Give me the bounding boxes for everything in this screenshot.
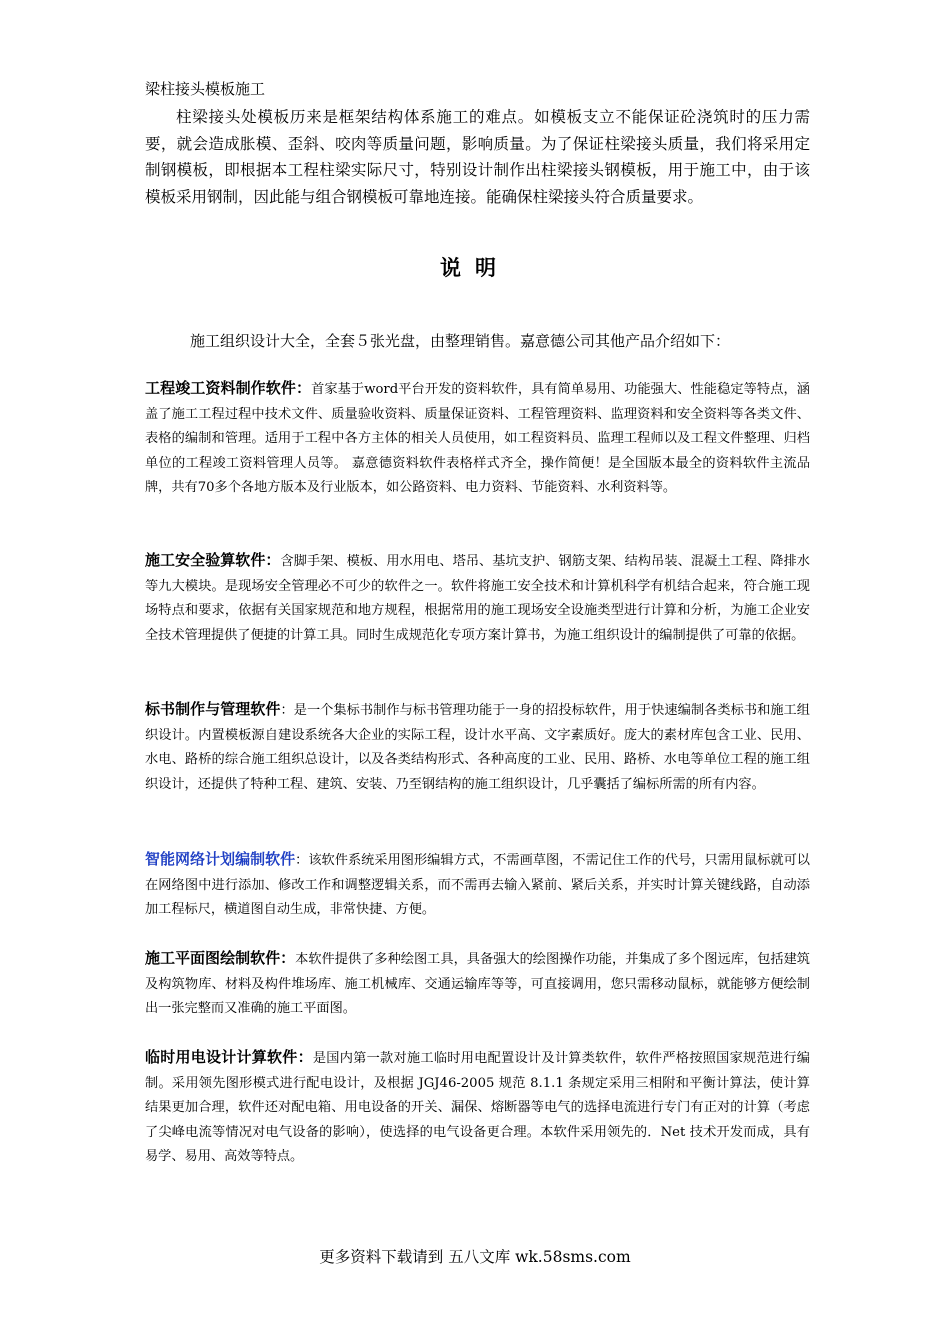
product-description: [145, 1045, 810, 1170]
product-description: [145, 376, 810, 501]
product-description: [145, 548, 810, 648]
product-name: 临时用电设计计算软件：: [145, 1048, 313, 1066]
product-text: 首家基于word平台开发的资料软件，具有简单易用、功能强大、性能稳定等特点，涵盖了施工工程过程中技术文件、质量验收资料、质量保证资料、工程管理资料、监理资料和安全资料等各类文件、表格的编制和管理。适用于工程中各方主体的相关人员使用，如工程资料员、监理工程师以及工程文件整理、归档单位的工程竣工资料管理人员等。 嘉意德资料软件表格样式齐全，操作简便！是全国版本最全的资料软件主流品牌，共有70多个各地方版本及行业版本，如公路资料、电力资料、节能资料、水利资料等。: [145, 382, 810, 495]
product-name: 施工平面图绘制软件：: [145, 949, 296, 967]
product-text: ：该软件系统采用图形编辑方式，不需画草图，不需记住工作的代号，只需用鼠标就可以在网络图中进行添加、修改工作和调整逻辑关系，而不需再去输入紧前、紧后关系，并实时计算关键线路，自动添加工程标尺，横道图自动生成，非常快捷、方便。: [145, 853, 810, 917]
product-text: 本软件提供了多种绘图工具，具备强大的绘图操作功能，并集成了多个图远库，包括建筑及构筑物库、材料及构件堆场库、施工机械库、交通运输库等等，可直接调用，您只需移动鼠标，就能够方便绘制出一张完整而又准确的施工平面图。: [145, 952, 810, 1016]
product-name: 标书制作与管理软件: [145, 700, 281, 718]
product-description: [145, 697, 810, 797]
footer-link-text[interactable]: 更多资料下载请到 五八文库 wk.58sms.com: [319, 1248, 631, 1266]
product-text: 含脚手架、模板、用水用电、塔吊、基坑支护、钢筋支架、结构吊装、混凝土工程、降排水等九大模块。是现场安全管理必不可少的软件之一。软件将施工安全技术和计算机科学有机结合起来，符合施工现场特点和要求，依据有关国家规范和地方规程，根据常用的施工现场安全设施类型进行计算和分析，为施工企业安全技术管理提供了便捷的计算工具。同时生成规范化专项方案计算书，为施工组织设计的编制提供了可靠的依据。: [145, 554, 810, 643]
section-body: 柱梁接头处模板历来是框架结构体系施工的难点。如模板支立不能保证砼浇筑时的压力需要，就会造成胀模、歪斜、咬肉等质量问题，影响质量。为了保证柱梁接头质量，我们将采用定制钢模板，即根据本工程柱梁实际尺寸，特别设计制作出柱梁接头钢模板，用于施工中，由于该模板采用钢制，因此能与组合钢模板可靠地连接。能确保柱梁接头符合质量要求。: [145, 108, 810, 206]
product-text: ：是一个集标书制作与标书管理功能于一身的招投标软件，用于快速编制各类标书和施工组织设计。内置模板源自建设系统各大企业的实际工程，设计水平高、文字素质好。庞大的素材库包含工业、民用、水电、路桥的综合施工组织总设计，以及各类结构形式、各种高度的工业、民用、路桥、水电等单位工程的施工组织设计，还提供了特种工程、建筑、安装、乃至钢结构的施工组织设计，几乎囊括了编标所需的所有内容。: [145, 703, 810, 792]
product-text: 是国内第一款对施工临时用电配置设计及计算类软件，软件严格按照国家规范进行编制。采用领先图形模式进行配电设计，及根据 JGJ46-2005 规范 8.1.1 条规定采用三相附和平衡计算法，使计算结果更加合理，软件还对配电箱、用电设备的开关、漏保、熔断器等电气的选择电流进行专门有正对的计算（考虑了尖峰电流等情况对电气设备的影响），使选择的电气设备更合理。本软件采用领先的．Net 技术开发而成，具有易学、易用、高效等特点。: [145, 1051, 810, 1164]
lead-paragraph: 施工组织设计大全，全套５张光盘，由整理销售。嘉意德公司其他产品介绍如下：: [190, 332, 731, 350]
product-description: [145, 946, 810, 1022]
product-name: 工程竣工资料制作软件：: [145, 379, 312, 397]
product-description: [145, 847, 810, 923]
product-name-link[interactable]: 智能网络计划编制软件: [145, 850, 296, 868]
product-name: 施工安全验算软件：: [145, 551, 281, 569]
section-title: 梁柱接头模板施工: [145, 80, 266, 98]
page-heading: 说明: [440, 256, 510, 280]
